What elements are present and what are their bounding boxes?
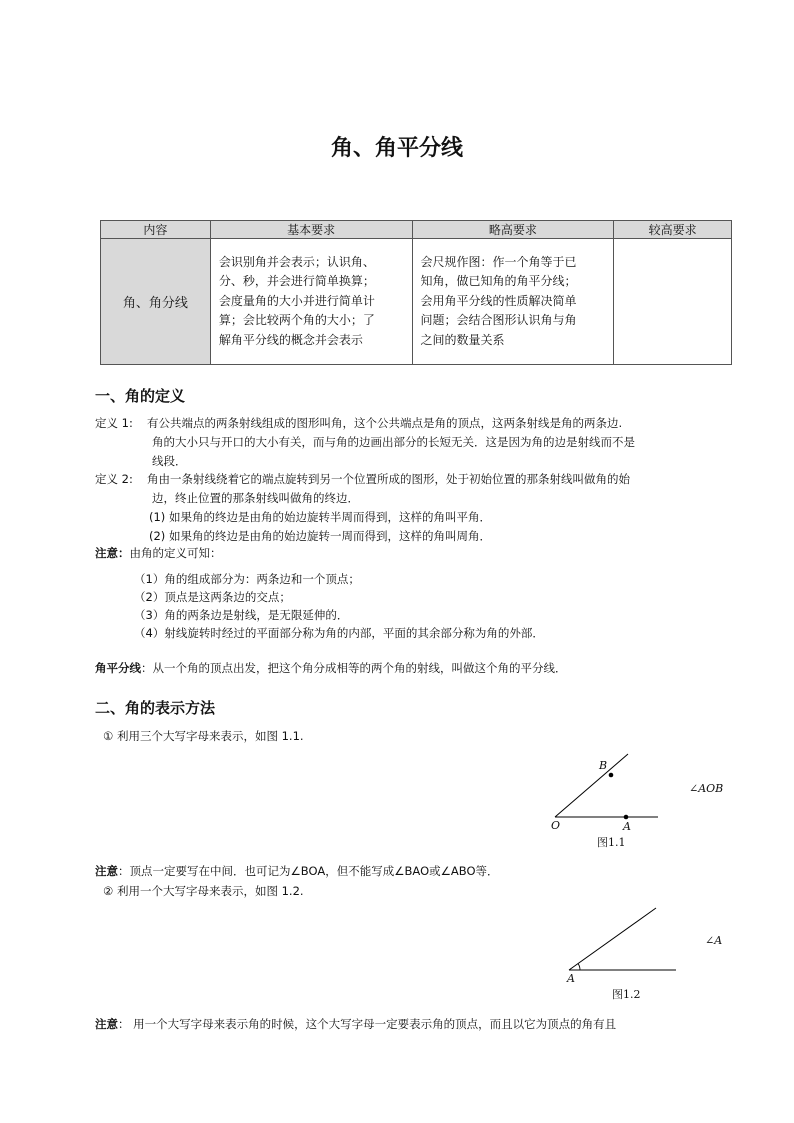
label-o: O [551, 819, 561, 832]
note1-label: 注意 [95, 864, 118, 878]
table-header-row [101, 221, 732, 239]
higher-line: 之间的数量关系 [420, 332, 505, 347]
method-item: ② 利用一个大写字母来表示，如图 1.2. [103, 884, 304, 898]
note-label: 注意： [95, 546, 130, 560]
higher-line: 知角，做已知角的角平分线； [420, 274, 577, 289]
requirements-table [100, 220, 732, 365]
higher-requirement-cell [412, 239, 614, 365]
higher-line: 会尺规作图：作一个角等于已 [420, 254, 577, 269]
point-b [609, 773, 614, 778]
def1-label: 定义 1: [95, 416, 133, 430]
higher-line: 问题；会结合图形认识角与角 [420, 313, 577, 328]
angle-a-label: ∠A [705, 934, 723, 947]
note1-line [95, 862, 499, 881]
label-a: A [567, 972, 575, 985]
higher-line: 会用角平分线的性质解决简单 [420, 293, 577, 308]
table-header: 基本要求 [210, 221, 412, 239]
ray-ob [555, 754, 628, 817]
note-item: （1）角的组成部分为：两条边和一个顶点； [134, 572, 360, 586]
note-text: 由角的定义可知： [129, 546, 222, 560]
table-header: 较高要求 [614, 221, 732, 239]
note2-label: 注意 [95, 1017, 118, 1031]
basic-line: 解角平分线的概念并会表示 [218, 332, 363, 347]
method-item: ① 利用三个大写字母来表示，如图 1.1. [103, 729, 304, 743]
label-b: B [599, 759, 608, 772]
page-title: 角、角平分线 [330, 136, 463, 161]
basic-line: 会度量角的大小并进行简单计 [218, 293, 375, 308]
section-heading: 二、角的表示方法 [95, 699, 216, 717]
row-label: 角、角分线 [101, 239, 211, 365]
def2-item: (1) 如果角的终边是由角的始边旋转半周而得到，这样的角叫平角． [149, 510, 491, 524]
ray-upper [569, 908, 656, 970]
note-item: （4）射线旋转时经过的平面部分称为角的内部，平面的其余部分称为角的外部． [134, 626, 544, 640]
table-header: 略高要求 [412, 221, 614, 239]
def2-item: (2) 如果角的终边是由角的始边旋转一周而得到，这样的角叫周角． [149, 529, 491, 543]
note-item: （2）顶点是这两条边的交点； [134, 590, 291, 604]
def1-line: 线段． [152, 454, 187, 468]
figure-1-1 [540, 745, 740, 855]
table-header: 内容 [101, 221, 211, 239]
def1-line: 角的大小只与开口的大小有关，而与角的边画出部分的长短无关．这是因为角的边是射线而不是 [152, 435, 635, 449]
def2-line: 边，终止位置的那条射线叫做角的终边． [152, 491, 359, 505]
basic-requirement-cell [210, 239, 412, 365]
label-a: A [623, 820, 631, 833]
table-row [101, 239, 732, 365]
section-heading: 一、角的定义 [95, 387, 186, 405]
basic-line: 会识别角并会表示；认识角、 [218, 254, 375, 269]
angle-aob-label: ∠AOB [689, 782, 724, 795]
point-a [624, 815, 629, 820]
basic-line: 分、秒，并会进行简单换算； [218, 274, 375, 289]
basic-line: 算；会比较两个角的大小；了 [218, 313, 375, 328]
figure-caption: 图1.1 [597, 836, 626, 849]
bisector-text: ：从一个角的顶点出发，把这个角分成相等的两个角的射线，叫做这个角的平分线． [141, 661, 567, 675]
bisector-definition [95, 659, 567, 678]
note-line [95, 544, 222, 563]
figure-1-2 [560, 900, 690, 980]
def2-label: 定义 2: [95, 472, 133, 486]
note2-line [95, 1015, 616, 1034]
def1-line: 有公共端点的两条射线组成的图形叫角，这个公共端点是角的顶点，这两条射线是角的两条边. [147, 416, 623, 430]
advanced-requirement-cell [614, 239, 732, 365]
note-item: （3）角的两条边是射线，是无限延伸的． [134, 608, 349, 622]
angle-arc [578, 964, 580, 971]
def2-line: 角由一条射线绕着它的端点旋转到另一个位置所成的图形，处于初始位置的那条射线叫做角的始 [147, 472, 630, 486]
bisector-label: 角平分线 [95, 661, 141, 675]
figure-caption: 图1.2 [612, 988, 641, 1001]
note1-text: ：顶点一定要写在中间．也可记为∠BOA，但不能写成∠BAO或∠ABO等． [118, 864, 499, 878]
note2-text: ： 用一个大写字母来表示角的时候，这个大写字母一定要表示角的顶点，而且以它为顶点的角有且 [118, 1017, 617, 1031]
